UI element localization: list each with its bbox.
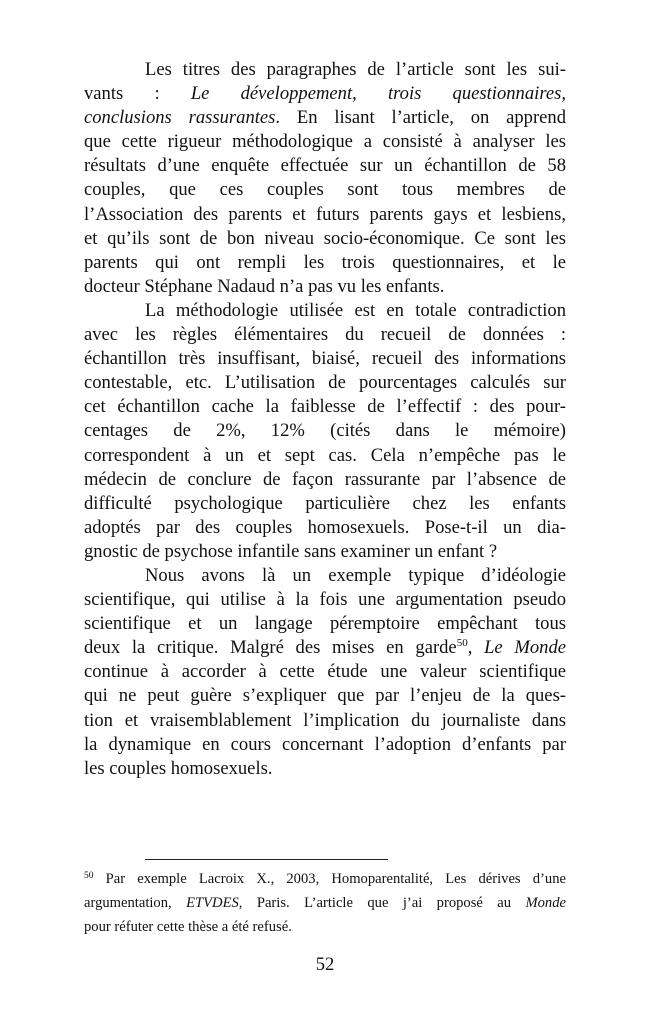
footnote [84, 869, 566, 941]
text-line [84, 492, 566, 516]
text-line [84, 757, 566, 781]
text-line [84, 154, 566, 178]
italic-text: Le Monde [484, 637, 567, 659]
text-segment: vants : [84, 83, 191, 105]
text-line [84, 82, 566, 106]
italic-text: Monde [525, 895, 566, 912]
text-segment: la dynamique en cours concernant l’adoption d’enfants par [84, 733, 566, 755]
text-line [84, 516, 566, 540]
text-segment: deux la critique. Malgré des mises en garde [84, 637, 457, 659]
text-line [84, 733, 566, 757]
text-line [84, 227, 566, 251]
text-segment: résultats d’une enquête effectuée sur un échantillon de 58 [84, 155, 566, 177]
text-segment: gnostic de psychose infantile sans examiner un enfant ? [84, 540, 498, 562]
text-segment: scientifique, qui utilise à la fois une argumentation pseudo [84, 589, 566, 611]
text-line [84, 588, 566, 612]
text-line [84, 371, 566, 395]
text-segment: Par exemple Lacroix X., 2003, Homoparentalité, Les dérives d’une [93, 871, 566, 887]
footnote-separator [145, 859, 388, 860]
text-segment: , Paris. L’article que j’ai proposé au [238, 895, 526, 912]
text-line [84, 299, 566, 323]
text-segment: l’Association des parents et futurs parents gays et lesbiens, [84, 203, 566, 225]
text-line [84, 203, 566, 227]
paragraph [84, 299, 566, 564]
text-line [84, 106, 566, 130]
text-line [84, 58, 566, 82]
text-segment: scientifique et un langage péremptoire empêchant tous [84, 613, 566, 635]
text-segment: contestable, etc. L’utilisation de pourcentages calculés sur [84, 372, 566, 394]
text-segment: . En lisant l’article, on apprend [275, 107, 567, 129]
footnote-line [84, 917, 566, 941]
footnote-line [84, 869, 566, 893]
text-segment: Nous avons là un exemple typique d’idéologie [145, 564, 566, 586]
text-line [84, 347, 566, 371]
text-segment: tion et vraisemblablement l’implication du journaliste dans [84, 709, 566, 731]
italic-text: conclusions rassurantes [84, 107, 276, 129]
text-line [84, 564, 566, 588]
text-segment: et qu’ils sont de bon niveau socio-économique. Ce sont les [84, 227, 566, 249]
text-segment: qui ne peut guère s’expliquer que par l’enjeu de la ques- [84, 685, 566, 707]
text-segment: La méthodologie utilisée est en totale contradiction [145, 299, 566, 321]
text-line [84, 709, 566, 733]
text-segment: correspondent à un et sept cas. Cela n’empêche pas le [84, 444, 566, 466]
text-line [84, 395, 566, 419]
text-line [84, 444, 566, 468]
text-segment: , [467, 637, 485, 659]
text-segment: médecin de conclure de façon rassurante par l’absence de [84, 468, 566, 490]
paragraph [84, 564, 566, 781]
italic-text: Le développement, trois questionnaires, [190, 83, 567, 105]
text-line [84, 178, 566, 202]
body-text [84, 58, 566, 781]
text-line [84, 468, 566, 492]
text-line [84, 275, 566, 299]
text-line [84, 684, 566, 708]
text-segment: docteur Stéphane Nadaud n’a pas vu les enfants. [84, 275, 445, 297]
footnote-line [84, 893, 566, 917]
text-segment: difficulté psychologique particulière chez les enfants [84, 492, 566, 514]
footnote-reference: 50 [456, 637, 468, 650]
text-line [84, 130, 566, 154]
footnote-reference: 50 [84, 871, 94, 881]
text-line [84, 540, 566, 564]
text-segment: les couples homosexuels. [84, 757, 273, 779]
text-segment: pour réfuter cette thèse a été refusé. [84, 919, 292, 936]
text-line [84, 660, 566, 684]
text-segment: que cette rigueur méthodologique a consisté à analyser les [84, 131, 566, 153]
paragraph [84, 58, 566, 299]
text-line [84, 251, 566, 275]
page-number: 52 [315, 954, 335, 975]
italic-text: ETVDES [186, 895, 239, 912]
text-segment: parents qui ont rempli les trois questionnaires, et le [84, 251, 566, 273]
text-line [84, 419, 566, 443]
text-segment: couples, que ces couples sont tous membres de [84, 179, 566, 201]
text-segment: Les titres des paragraphes de l’article sont les sui- [145, 59, 566, 80]
text-segment: centages de 2%, 12% (cités dans le mémoire) [84, 420, 566, 442]
text-segment: avec les règles élémentaires du recueil de données : [84, 324, 566, 346]
text-segment: continue à accorder à cette étude une valeur scientifique [84, 661, 566, 683]
text-line [84, 323, 566, 347]
text-segment: cet échantillon cache la faiblesse de l’effectif : des pour- [84, 396, 566, 418]
text-segment: échantillon très insuffisant, biaisé, recueil des informations [84, 348, 566, 370]
text-segment: adoptés par des couples homosexuels. Pose-t-il un dia- [84, 516, 566, 538]
text-line [84, 636, 566, 660]
text-line [84, 612, 566, 636]
text-segment: argumentation, [84, 895, 187, 912]
